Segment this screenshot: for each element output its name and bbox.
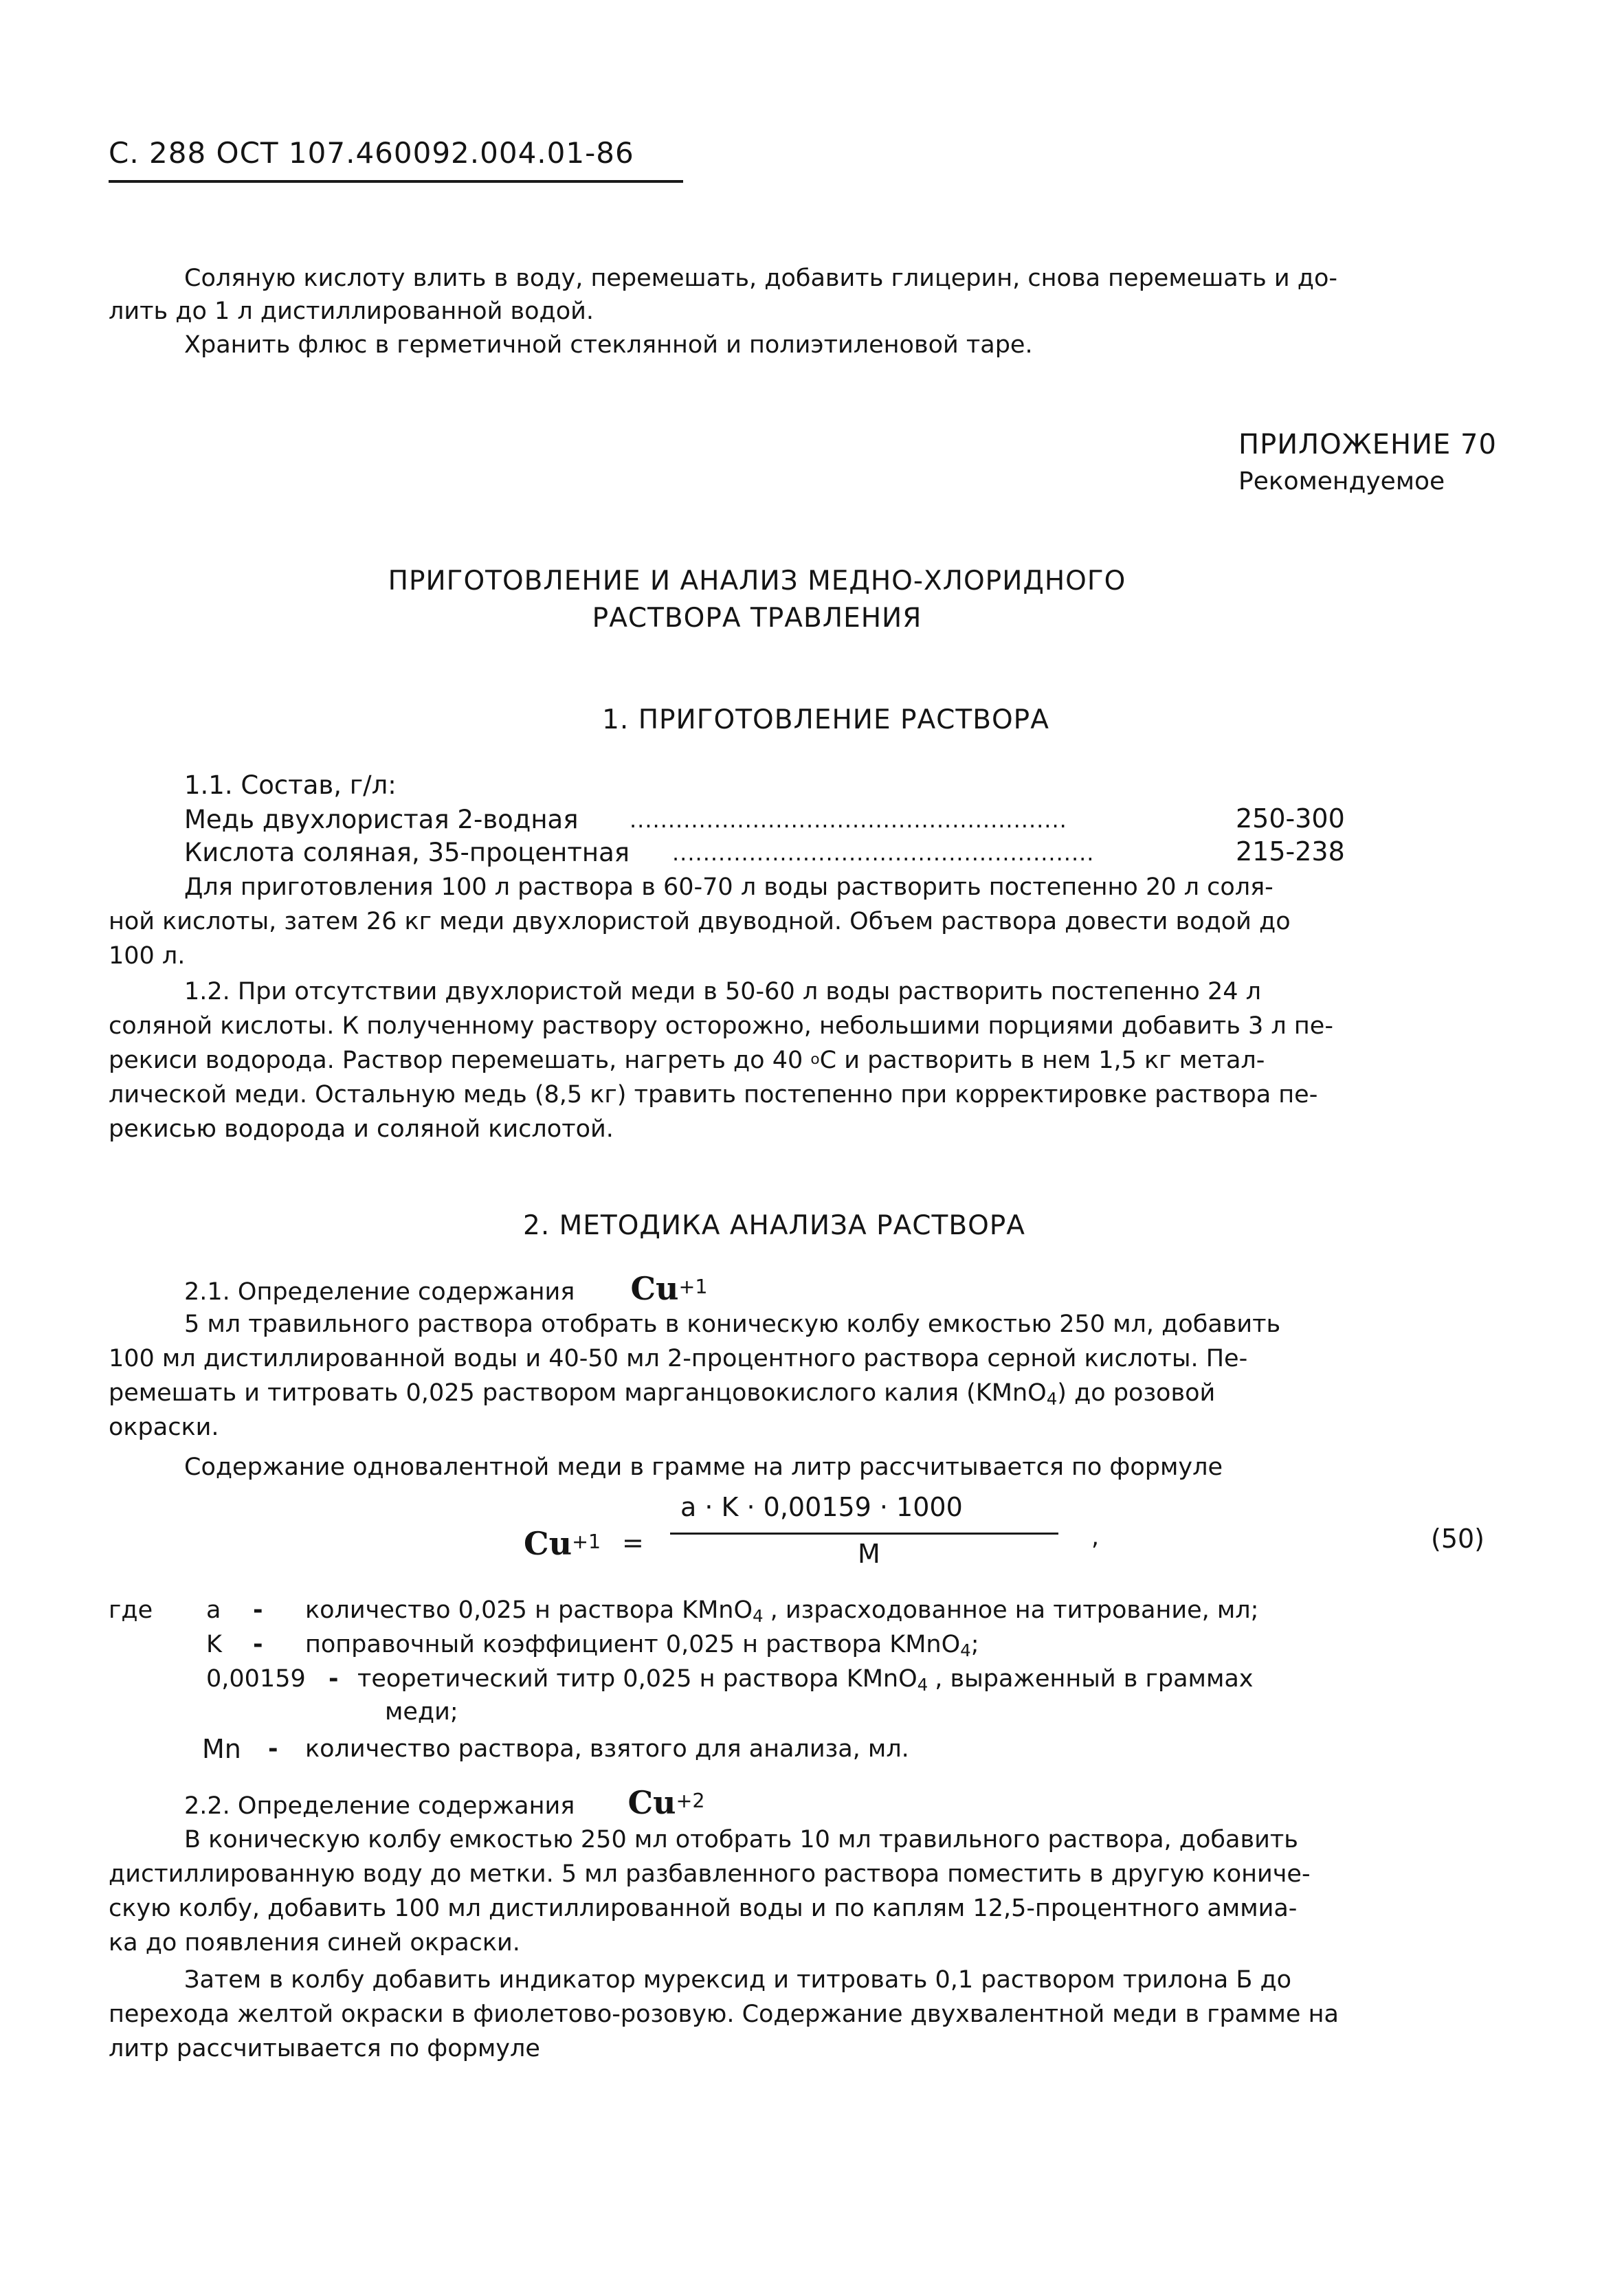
s21-line-4: окраски. xyxy=(109,1414,219,1441)
section-2-heading: 2. МЕТОДИКА АНАЛИЗА РАСТВОРА xyxy=(523,1210,1025,1241)
cu-plus1-charge: +1 xyxy=(678,1276,708,1299)
formula-lhs-charge: +1 xyxy=(572,1530,601,1554)
cu-symbol: Cu xyxy=(630,1270,679,1307)
appendix-status: Рекомендуемое xyxy=(1238,467,1445,495)
composition-item-1-name: Медь двухлористая 2-водная xyxy=(184,805,579,834)
formula-denominator: M xyxy=(858,1539,880,1569)
def-4-dash: - xyxy=(268,1735,278,1763)
def-3-continuation: меди; xyxy=(385,1698,458,1726)
formula-equals: = xyxy=(622,1528,644,1558)
page-running-header: С. 288 ОСТ 107.460092.004.01-86 xyxy=(109,136,634,170)
composition-item-2-name: Кислота соляная, 35-процентная xyxy=(184,838,630,867)
def-2-sub: 4 xyxy=(960,1640,971,1661)
def-1-text xyxy=(305,1594,1258,1626)
s21-line-3-sub: 4 xyxy=(1046,1389,1058,1410)
def-4-text: количество раствора, взятого для анализа, мл. xyxy=(305,1735,909,1763)
header-rule xyxy=(109,180,683,183)
cu-plus1-symbol xyxy=(630,1270,707,1307)
s1-p2-line-3a: рекиси водорода. Раствор перемешать, нагреть до 40 xyxy=(109,1047,811,1074)
formula-fraction-bar xyxy=(670,1533,1058,1535)
s1-p1-line-3: 100 л. xyxy=(109,942,186,970)
s22-line-2: дистиллированную воду до метки. 5 мл разбавленного раствора поместить в другую кониче- xyxy=(109,1860,1311,1888)
s21-label-line xyxy=(184,1270,708,1308)
s21-line-1: 5 мл травильного раствора отобрать в коническую колбу емкостью 250 мл, добавить xyxy=(184,1311,1281,1338)
composition-item-1-leader: ......................................................... xyxy=(630,807,1067,833)
def-2-text xyxy=(305,1629,979,1660)
s1-p1-line-1: Для приготовления 100 л раствора в 60-70 л воды растворить постепенно 20 л соля- xyxy=(184,873,1273,901)
def-1-text-a: количество 0,025 н раствора KMnO xyxy=(305,1596,753,1624)
s1-p2-line-3b: С и растворить в нем 1,5 кг метал- xyxy=(819,1047,1265,1074)
s22-line-3: скую колбу, добавить 100 мл дистиллированной воды и по каплям 12,5-процентного аммиа- xyxy=(109,1895,1298,1922)
def-1-dash: - xyxy=(253,1596,263,1624)
def-3-text-b: , выраженный в граммах xyxy=(935,1665,1254,1693)
formula-comma: , xyxy=(1091,1524,1100,1551)
s21-line-3a: ремешать и титровать 0,025 раствором марганцовокислого калия (KMnO xyxy=(109,1379,1047,1407)
def-2-dash: - xyxy=(253,1631,263,1658)
formula-number: (50) xyxy=(1431,1524,1485,1554)
cu2-symbol: Cu xyxy=(627,1784,676,1821)
formula-lhs-symbol: Cu xyxy=(524,1525,572,1562)
s1-p2-line-1: 1.2. При отсутствии двухлористой меди в 50-60 л воды растворить постепенно 24 л xyxy=(184,978,1262,1005)
document-title-line-2: РАСТВОРА ТРАВЛЕНИЯ xyxy=(592,603,922,634)
formula-numerator: а · K · 0,00159 · 1000 xyxy=(680,1492,963,1522)
s1-p2-line-3 xyxy=(109,1045,1265,1076)
formula-lhs xyxy=(524,1524,601,1563)
s22-line-7: литр рассчитывается по формуле xyxy=(109,2035,540,2062)
formula-intro: Содержание одновалентной меди в грамме на литр рассчитывается по формуле xyxy=(184,1454,1223,1481)
def-1-symbol: а xyxy=(206,1596,221,1624)
composition-label: 1.1. Состав, г/л: xyxy=(184,770,397,800)
document-title-line-1: ПРИГОТОВЛЕНИЕ И АНАЛИЗ МЕДНО-ХЛОРИДНОГО xyxy=(388,566,1126,597)
composition-item-2-value: 215-238 xyxy=(1236,836,1345,867)
cu-plus2-charge: +2 xyxy=(676,1790,705,1813)
s1-p2-line-4: лической меди. Остальную медь (8,5 кг) травить постепенно при корректировке раствора пе- xyxy=(109,1081,1318,1109)
def-4-symbol: Mn xyxy=(202,1734,241,1764)
s22-label: 2.2. Определение содержания xyxy=(184,1792,575,1820)
composition-item-2-leader: ....................................................... xyxy=(672,840,1095,866)
cu-plus2-symbol xyxy=(627,1784,704,1821)
intro-line-2: лить до 1 л дистиллированной водой. xyxy=(109,298,594,325)
s21-line-2: 100 мл дистиллированной воды и 40-50 мл 2-процентного раствора серной кислоты. Пе- xyxy=(109,1345,1248,1372)
def-3-text-a: теоретический титр 0,025 н раствора KMnO xyxy=(357,1665,917,1693)
s22-line-4: ка до появления синей окраски. xyxy=(109,1929,520,1957)
def-2-symbol: K xyxy=(206,1631,222,1658)
s21-line-3 xyxy=(109,1377,1215,1409)
intro-line-3: Хранить флюс в герметичной стеклянной и полиэтиленовой таре. xyxy=(184,331,1033,359)
def-1-sub: 4 xyxy=(753,1606,764,1627)
degree-mark: о xyxy=(810,1050,820,1068)
intro-line-1: Соляную кислоту влить в воду, перемешать, добавить глицерин, снова перемешать и до- xyxy=(184,265,1337,292)
s21-line-3b: ) до розовой xyxy=(1057,1379,1216,1407)
def-3-sub: 4 xyxy=(917,1675,928,1695)
s22-line-5: Затем в колбу добавить индикатор мурексид и титровать 0,1 раствором трилона Б до xyxy=(184,1966,1292,1994)
s1-p1-line-2: ной кислоты, затем 26 кг меди двухлористой двуводной. Объем раствора довести водой до xyxy=(109,908,1291,935)
s22-label-line xyxy=(184,1784,705,1822)
where-label: где xyxy=(109,1596,153,1624)
s1-p2-line-2: соляной кислоты. К полученному раствору осторожно, небольшими порциями добавить 3 л пе- xyxy=(109,1012,1333,1040)
s22-line-1: В коническую колбу емкостью 250 мл отобрать 10 мл травильного раствора, добавить xyxy=(184,1826,1298,1853)
def-1-text-b: , израсходованное на титрование, мл; xyxy=(770,1596,1259,1624)
def-3-text xyxy=(357,1663,1254,1695)
composition-item-1-value: 250-300 xyxy=(1236,803,1345,834)
s1-p2-line-5: рекисью водорода и соляной кислотой. xyxy=(109,1115,614,1143)
def-2-text-a: поправочный коэффициент 0,025 н раствора KMnO xyxy=(305,1631,961,1658)
section-1-heading: 1. ПРИГОТОВЛЕНИЕ РАСТВОРА xyxy=(602,704,1049,735)
def-3-symbol: 0,00159 xyxy=(206,1665,306,1693)
appendix-number: ПРИЛОЖЕНИЕ 70 xyxy=(1238,429,1497,460)
def-2-text-b: ; xyxy=(970,1631,979,1658)
def-3-dash: - xyxy=(329,1665,339,1693)
s21-label: 2.1. Определение содержания xyxy=(184,1278,575,1306)
s22-line-6: перехода желтой окраски в фиолетово-розовую. Содержание двухвалентной меди в грамме на xyxy=(109,2001,1339,2028)
